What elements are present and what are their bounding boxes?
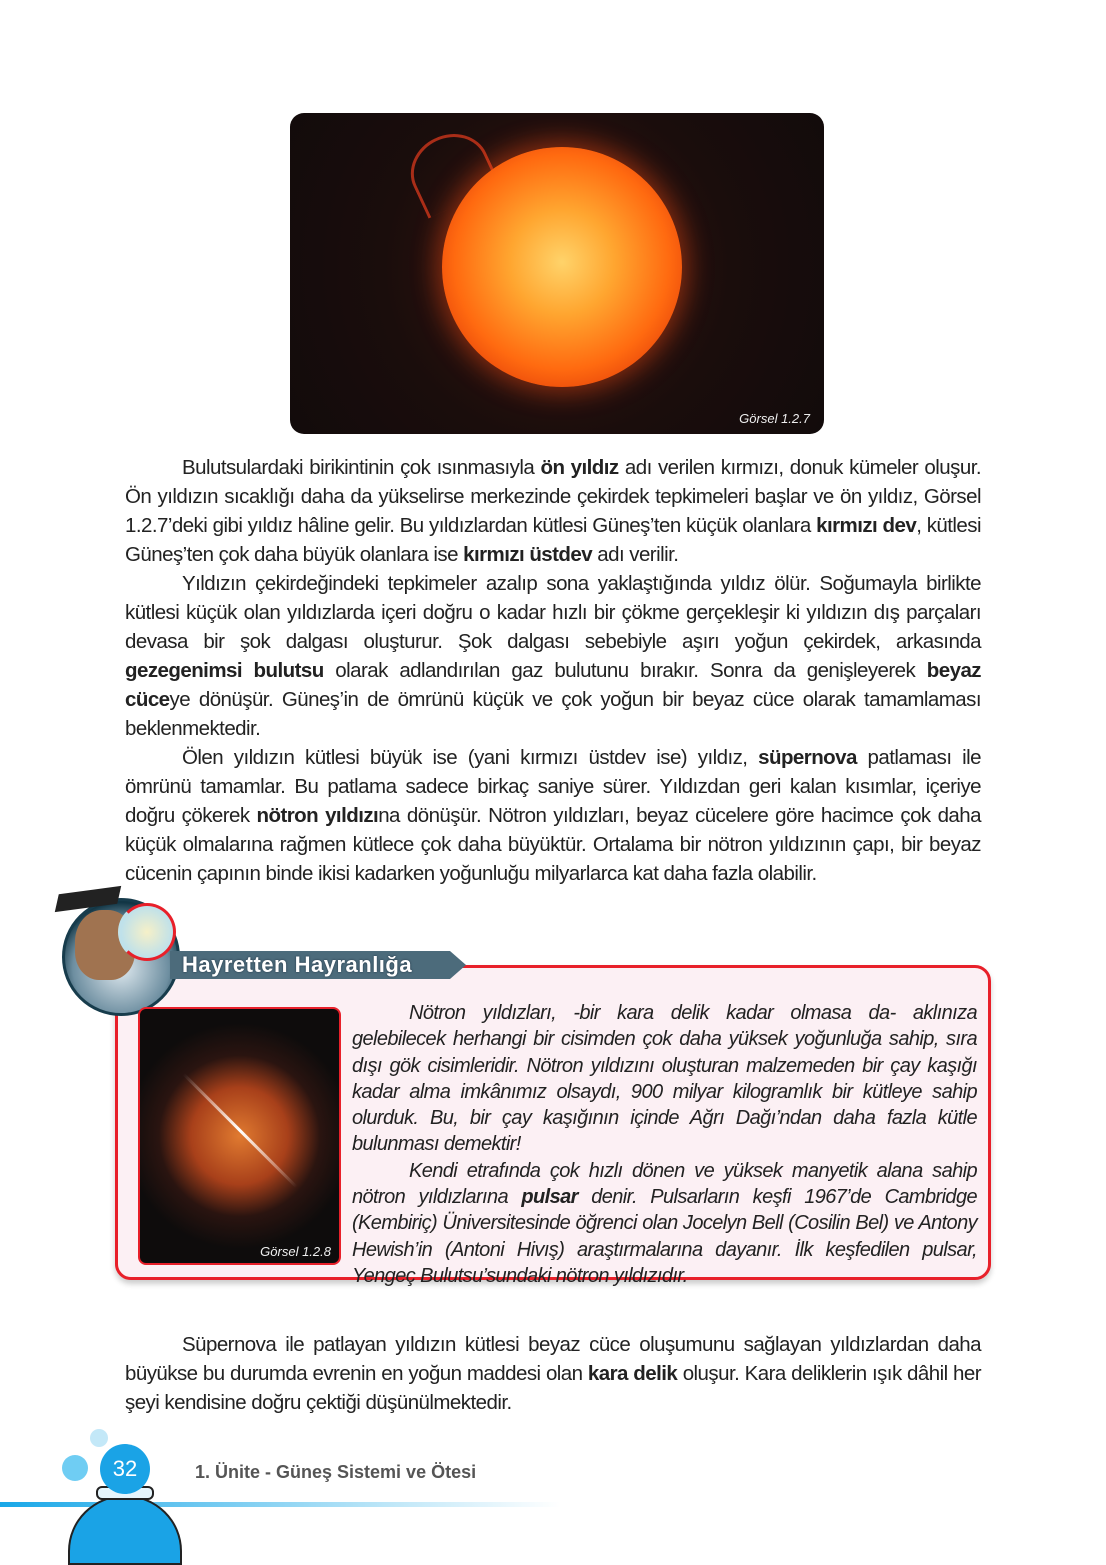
bold-term: gezegenimsi bulutsu: [125, 659, 324, 682]
text-segment: olarak adlandırılan gaz bulutunu bırakır. Sonra da genişleyerek: [323, 659, 927, 682]
text-segment: ye dönüşür. Güneş’in de ömrünü küçük ve çok yoğun bir beyaz cüce olarak tamamlaması beklenmektedir.: [125, 688, 981, 740]
text-segment: patlaması ile ömrünü tamamlar. Bu patlama sadece birkaç saniye sürer. Yıldızdan geri kalan kısımlar, içeriye doğru çökerek: [125, 746, 981, 827]
text-segment: denir. Pulsarların keşfi 1967’de Cambridge (Kembiriç) Üniversitesinde öğrenci olan Jocelyn Bell (Cosilin Bel) ve Antony Hewish’in (Antoni Hivış) araştırmalarına dayanır. İlk keşfedilen pulsar, Yengeç Bulutsu’sundaki nötron yıldızıdır.: [352, 1186, 977, 1287]
paragraph: [125, 453, 981, 569]
bold-term: ön yıldız: [540, 456, 619, 479]
text-segment: adı verilen kırmızı, donuk kümeler oluşur. Ön yıldızın sıcaklığı daha da yükselirse merkezinde çekirdek tepkimeleri başlar ve ön yıldız, Görsel 1.2.7’deki gibi yıldız hâline gelir. Bu yıldızlardan kütlesi Güneş’ten küçük olanlara: [125, 456, 981, 537]
text-segment: Yıldızın çekirdeğindeki tepkimeler azalıp sona yaklaştığında yıldız ölür. Soğumayla birlikte kütlesi küçük olan yıldızlarda içeri doğru o kadar hızlı bir çökme gerçekleşir ki yıldızın dış parçaları devasa bir şok dalgası oluşturur. Şok dalgası sebebiyle aşırı yoğun çekirdek, arkasında: [125, 572, 981, 653]
text-segment: oluşur. Kara deliklerin ışık dâhil her şeyi kendisine doğru çektiği düşünülmektedir.: [125, 1362, 982, 1414]
figure-caption: Görsel 1.2.7: [739, 411, 810, 426]
text-segment: Ölen yıldızın kütlesi büyük ise (yani kırmızı üstdev ise) yıldız,: [182, 746, 759, 769]
bold-term: süpernova: [758, 746, 857, 769]
paragraph: [125, 1330, 981, 1417]
text-segment: , kütlesi Güneş’ten çok daha büyük olanlara ise: [125, 514, 981, 566]
box-title: Hayretten Hayranlığa: [170, 951, 450, 979]
globe-icon: [118, 903, 176, 961]
bold-term: kırmızı dev: [816, 514, 917, 537]
bubble-icon: [90, 1429, 108, 1447]
box-text: [352, 1000, 977, 1289]
text-segment: na dönüşür. Nötron yıldızları, beyaz cücelere göre hacimce çok daha küçük olmalarına rağmen kütlece çok daha büyüktür. Ortalama bir nötron yıldızının çapı, bir beyaz cücenin çapının binde ikisi kadarken yoğunluğu milyarlarca kat daha fazla olabilir.: [125, 804, 981, 885]
paragraph: [352, 1158, 977, 1289]
bubble-icon: [62, 1455, 88, 1481]
text-segment: Kendi etrafında çok hızlı dönen ve yüksek manyetik alana sahip nötron yıldızlarına: [352, 1159, 977, 1209]
figure-caption-2: Görsel 1.2.8: [260, 1244, 331, 1259]
unit-title: 1. Ünite - Güneş Sistemi ve Ötesi: [195, 1462, 477, 1482]
paragraph: [125, 743, 981, 888]
text-segment: Süpernova ile patlayan yıldızın kütlesi beyaz cüce oluşumunu sağlayan yıldızlardan daha büyükse bu durumda evrenin en yoğun maddesi olan: [125, 1333, 981, 1385]
neutron-star-image: [138, 1007, 341, 1265]
sun-image: [442, 147, 682, 387]
text-segment: Nötron yıldızları, -bir kara delik kadar olmasa da- aklınıza gelebilecek herhangi bir cisimden çok daha yüksek yoğunluğa sahip, sıra dışı gök cisimleridir. Nötron yıldızını oluşturan malzemeden bir çay kaşığı kadar alma imkânımız olsaydı, 900 milyar kilogramlık bir kütleye sahip olurduk. Bu, bir çay kaşığının içinde Ağrı Dağı’ndan daha fazla kütle bulunması demektir!: [352, 1002, 977, 1156]
bold-term: kara delik: [587, 1362, 678, 1385]
body-text-1: [125, 453, 981, 888]
text-segment: Bulutsulardaki birikintinin çok ısınmasıyla: [182, 456, 541, 479]
bold-term: nötron yıldızı: [256, 804, 379, 827]
footer-line: [0, 1502, 560, 1507]
bold-term: beyaz cüce: [125, 659, 981, 711]
paragraph: [352, 1000, 977, 1158]
bold-term: kırmızı üstdev: [463, 543, 593, 566]
paragraph: [125, 569, 981, 743]
bold-term: pulsar: [521, 1186, 578, 1209]
text-segment: adı verilir.: [592, 543, 679, 566]
body-text-2: [125, 1330, 981, 1417]
sun-photo: [290, 113, 824, 434]
page-number: 32: [100, 1444, 150, 1494]
pulsar-jet: [182, 1073, 297, 1188]
